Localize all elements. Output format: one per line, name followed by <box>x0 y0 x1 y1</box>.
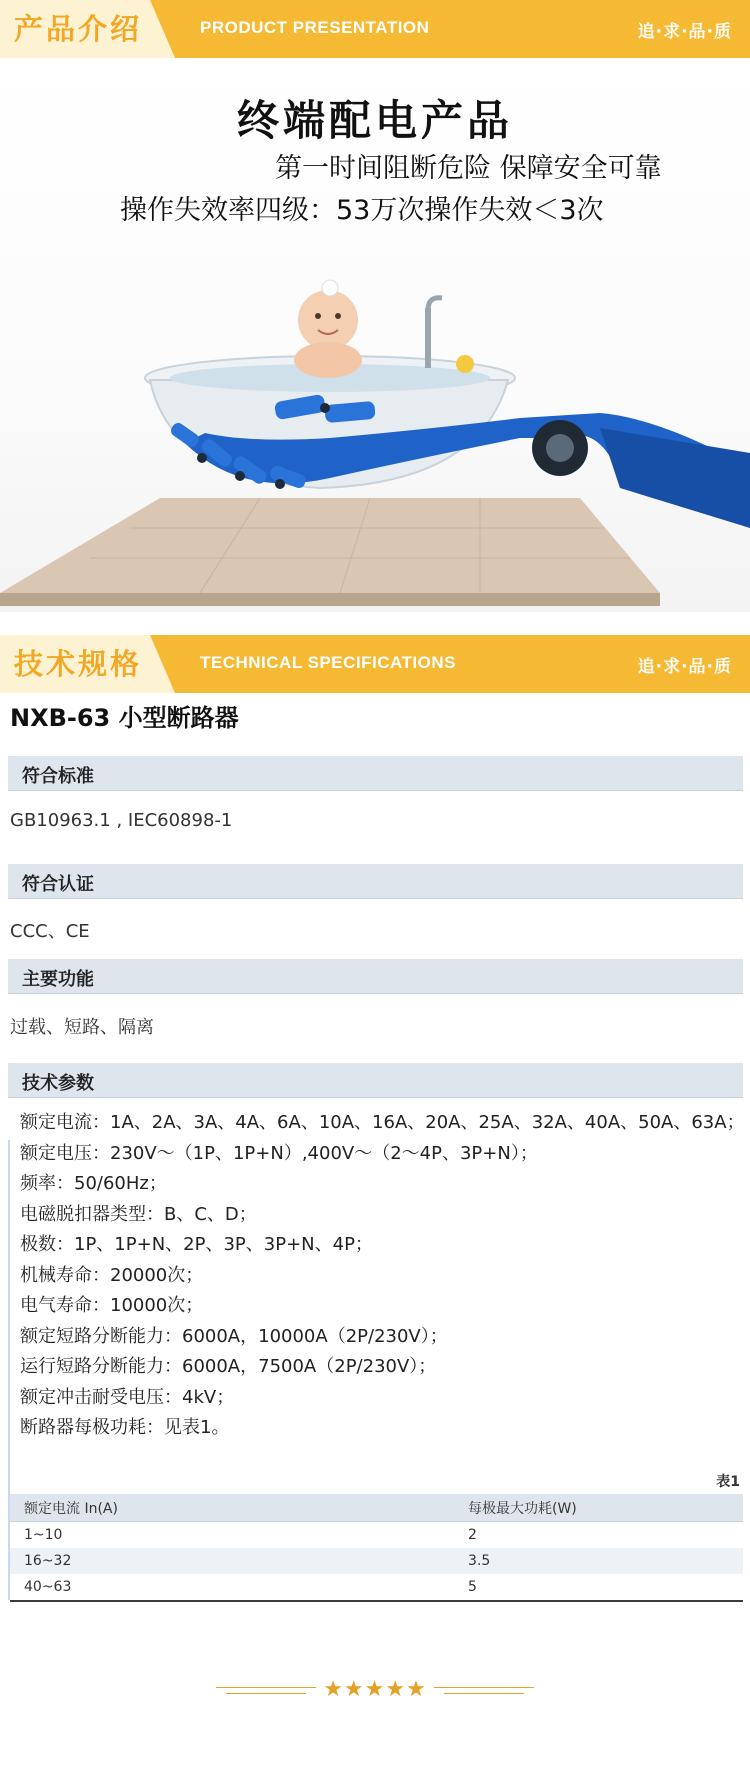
table-row <box>10 1548 743 1574</box>
floor-tiles <box>0 498 660 593</box>
table-cell: 16~32 <box>10 1548 454 1574</box>
param-power-loss: 断路器每极功耗：见表1。 <box>20 1417 230 1438</box>
param-rated-voltage: 额定电压：230V～（1P、1P+N）,400V～（2～4P、3P+N）； <box>20 1142 538 1164</box>
power-loss-table <box>10 1494 743 1602</box>
banner-title-cn: 技术规格 <box>14 647 143 681</box>
section-body-standard: GB10963.1 , IEC60898-1 <box>10 810 233 831</box>
param-frequency: 频率：50/60Hz； <box>20 1173 167 1194</box>
banner-title-en: PRODUCT PRESENTATION <box>200 18 430 37</box>
param-trip-type: 电磁脱扣器类型：B、C、D； <box>20 1203 257 1225</box>
table-row <box>10 1574 743 1601</box>
param-service-breaking: 运行短路分断能力：6000A，7500A（2P/230V）； <box>20 1356 437 1377</box>
table-cell: 40~63 <box>10 1574 454 1601</box>
section-heading: 符合认证 <box>22 874 94 895</box>
params-list <box>20 1108 745 1444</box>
faucet <box>425 308 431 368</box>
param-rated-current: 额定电流：1A、2A、3A、4A、6A、10A、16A、20A、25A、32A、40A、50A、63A； <box>20 1112 745 1133</box>
product-title: NXB-63 小型断路器 <box>10 704 239 732</box>
star-rating-icon: ★★★★★ <box>323 1677 427 1702</box>
table-note: 表1 <box>716 1474 740 1490</box>
section-heading: 符合标准 <box>22 766 94 787</box>
table-header-current: 额定电流 In(A) <box>10 1494 454 1522</box>
footer-divider <box>216 1677 534 1707</box>
banner-product-presentation <box>0 0 750 58</box>
section-header-standard <box>8 756 743 791</box>
banner-title-en: TECHNICAL SPECIFICATIONS <box>200 653 456 672</box>
baby-head <box>298 290 358 350</box>
rubber-duck <box>456 355 474 373</box>
param-poles: 极数：1P、1P+N、2P、3P、3P+N、4P； <box>20 1234 373 1255</box>
section-heading: 技术参数 <box>22 1073 94 1094</box>
section-header-function <box>8 959 743 994</box>
section-body-function: 过载、短路、隔离 <box>10 1017 154 1038</box>
table-cell: 1~10 <box>24 1527 63 1543</box>
param-electrical-life: 电气寿命：10000次； <box>20 1295 204 1316</box>
hero-subtitle-2: 操作失效率四级：53万次操作失效＜3次 <box>120 195 604 226</box>
section-heading: 主要功能 <box>22 969 94 990</box>
param-rated-breaking: 额定短路分断能力：6000A，10000A（2P/230V）； <box>20 1325 448 1347</box>
table-cell: 5 <box>454 1574 743 1601</box>
banner-tagline: 追·求·品·质 <box>637 657 732 677</box>
baby-body <box>294 342 362 378</box>
table-header-loss: 每极最大功耗(W) <box>454 1494 743 1522</box>
param-mechanical-life: 机械寿命：20000次； <box>20 1264 204 1286</box>
table-header-row <box>10 1494 743 1522</box>
hero-section <box>0 58 750 612</box>
section-header-params <box>8 1063 743 1098</box>
banner-technical-specifications <box>0 635 750 693</box>
hero-title: 终端配电产品 <box>236 96 513 145</box>
param-impulse-voltage: 额定冲击耐受电压：4kV； <box>20 1386 235 1408</box>
section-header-certification <box>8 864 743 899</box>
table-cell: 3.5 <box>454 1548 743 1574</box>
section-body-certification: CCC、CE <box>10 921 90 942</box>
table-row <box>10 1522 743 1549</box>
banner-tagline: 追·求·品·质 <box>637 22 732 42</box>
table-cell: 2 <box>468 1527 477 1543</box>
hero-subtitle: 第一时间阻断危险 保障安全可靠 <box>275 153 662 184</box>
floor-edge <box>0 593 660 606</box>
banner-title-cn: 产品介绍 <box>14 12 143 46</box>
